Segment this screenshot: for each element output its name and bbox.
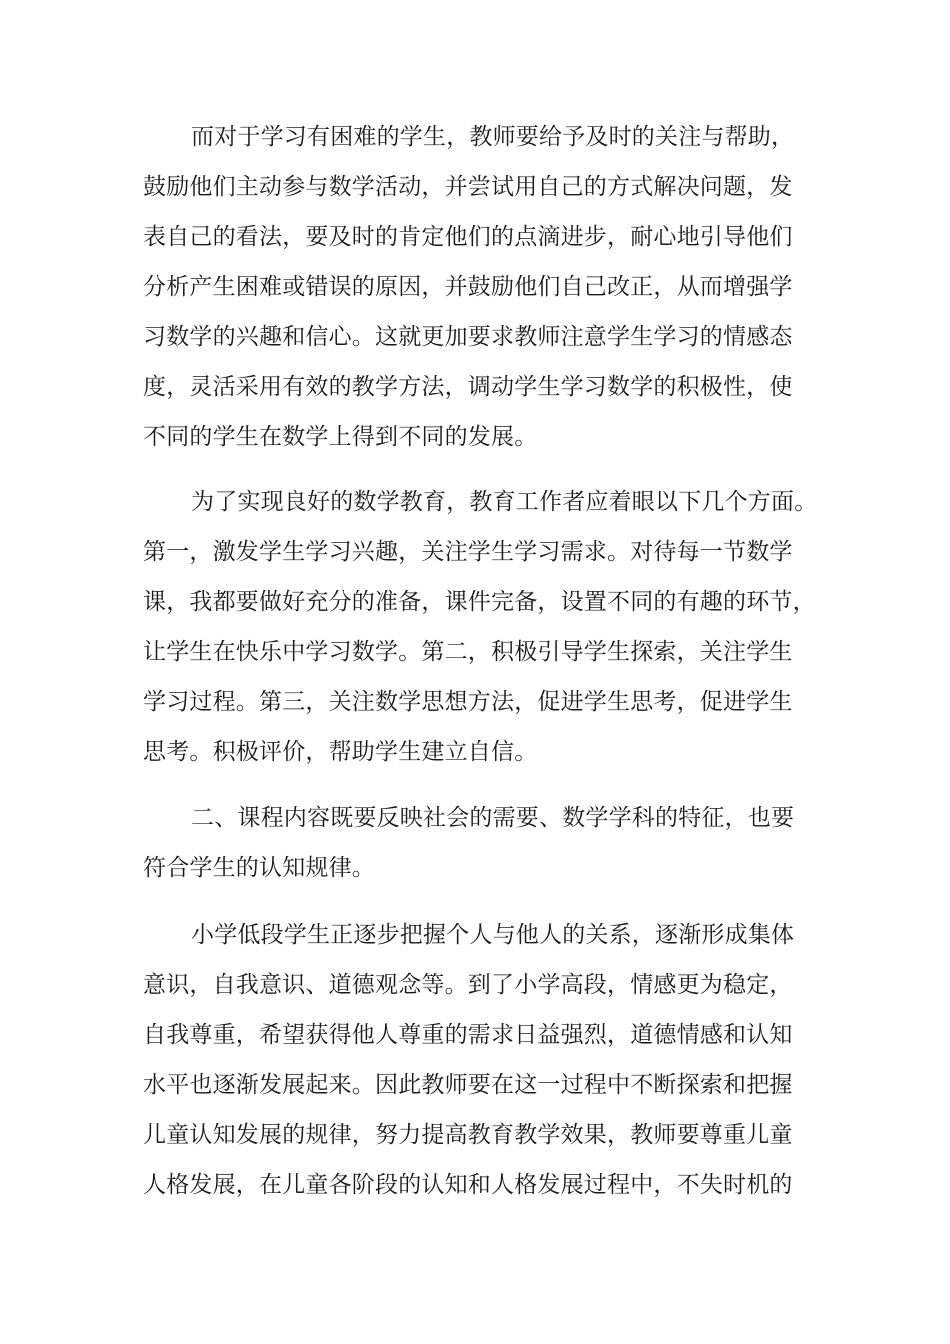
paragraph-line: 儿童认知发展的规律，努力提高教育教学效果，教师要尊重儿童: [143, 1122, 793, 1148]
paragraph-line: 表自己的看法，要及时的肯定他们的点滴进步，耐心地引导他们: [143, 224, 793, 250]
paragraph-line: 思考。积极评价，帮助学生建立自信。: [143, 739, 538, 765]
paragraph-line: 自我尊重，希望获得他人尊重的需求日益强烈，道德情感和认知: [143, 1022, 793, 1048]
paragraph-line: 水平也逐渐发展起来。因此教师要在这一过程中不断探索和把握: [143, 1072, 793, 1098]
paragraph-line: 课，我都要做好充分的准备，课件完备，设置不同的有趣的环节，: [143, 589, 816, 615]
paragraph-line: 让学生在快乐中学习数学。第二，积极引导学生探索，关注学生: [143, 639, 793, 665]
paragraph-line: 学习过程。第三，关注数学思想方法，促进学生思考，促进学生: [143, 689, 793, 715]
paragraph-line: 符合学生的认知规律。: [143, 855, 375, 881]
paragraph-line: 第一，激发学生学习兴趣，关注学生学习需求。对待每一节数学: [143, 539, 793, 565]
paragraph-line: 不同的学生在数学上得到不同的发展。: [143, 424, 538, 450]
paragraph-line: 人格发展，在儿童各阶段的认知和人格发展过程中，不失时机的: [143, 1172, 793, 1198]
paragraph-line: 度，灵活采用有效的教学方法，调动学生学习数学的积极性，使: [143, 374, 793, 400]
paragraph-line: 鼓励他们主动参与数学活动，并尝试用自己的方式解决问题，发: [143, 174, 793, 200]
paragraph-line: 小学低段学生正逐步把握个人与他人的关系，逐渐形成集体: [191, 922, 795, 948]
paragraph-2: [143, 477, 818, 777]
paragraph-line: 意识，自我意识、道德观念等。到了小学高段，情感更为稳定，: [143, 972, 793, 998]
paragraph-3: [143, 793, 813, 893]
paragraph-1: [143, 112, 813, 462]
paragraph-line: 二、课程内容既要反映社会的需要、数学学科的特征，也要: [191, 805, 795, 831]
paragraph-line: 而对于学习有困难的学生，教师要给予及时的关注与帮助，: [191, 124, 795, 150]
paragraph-line: 为了实现良好的数学教育，教育工作者应着眼以下几个方面。: [191, 489, 818, 515]
paragraph-line: 习数学的兴趣和信心。这就更加要求教师注意学生学习的情感态: [143, 324, 793, 350]
paragraph-4: [143, 910, 813, 1210]
paragraph-line: 分析产生困难或错误的原因，并鼓励他们自己改正，从而增强学: [143, 274, 793, 300]
